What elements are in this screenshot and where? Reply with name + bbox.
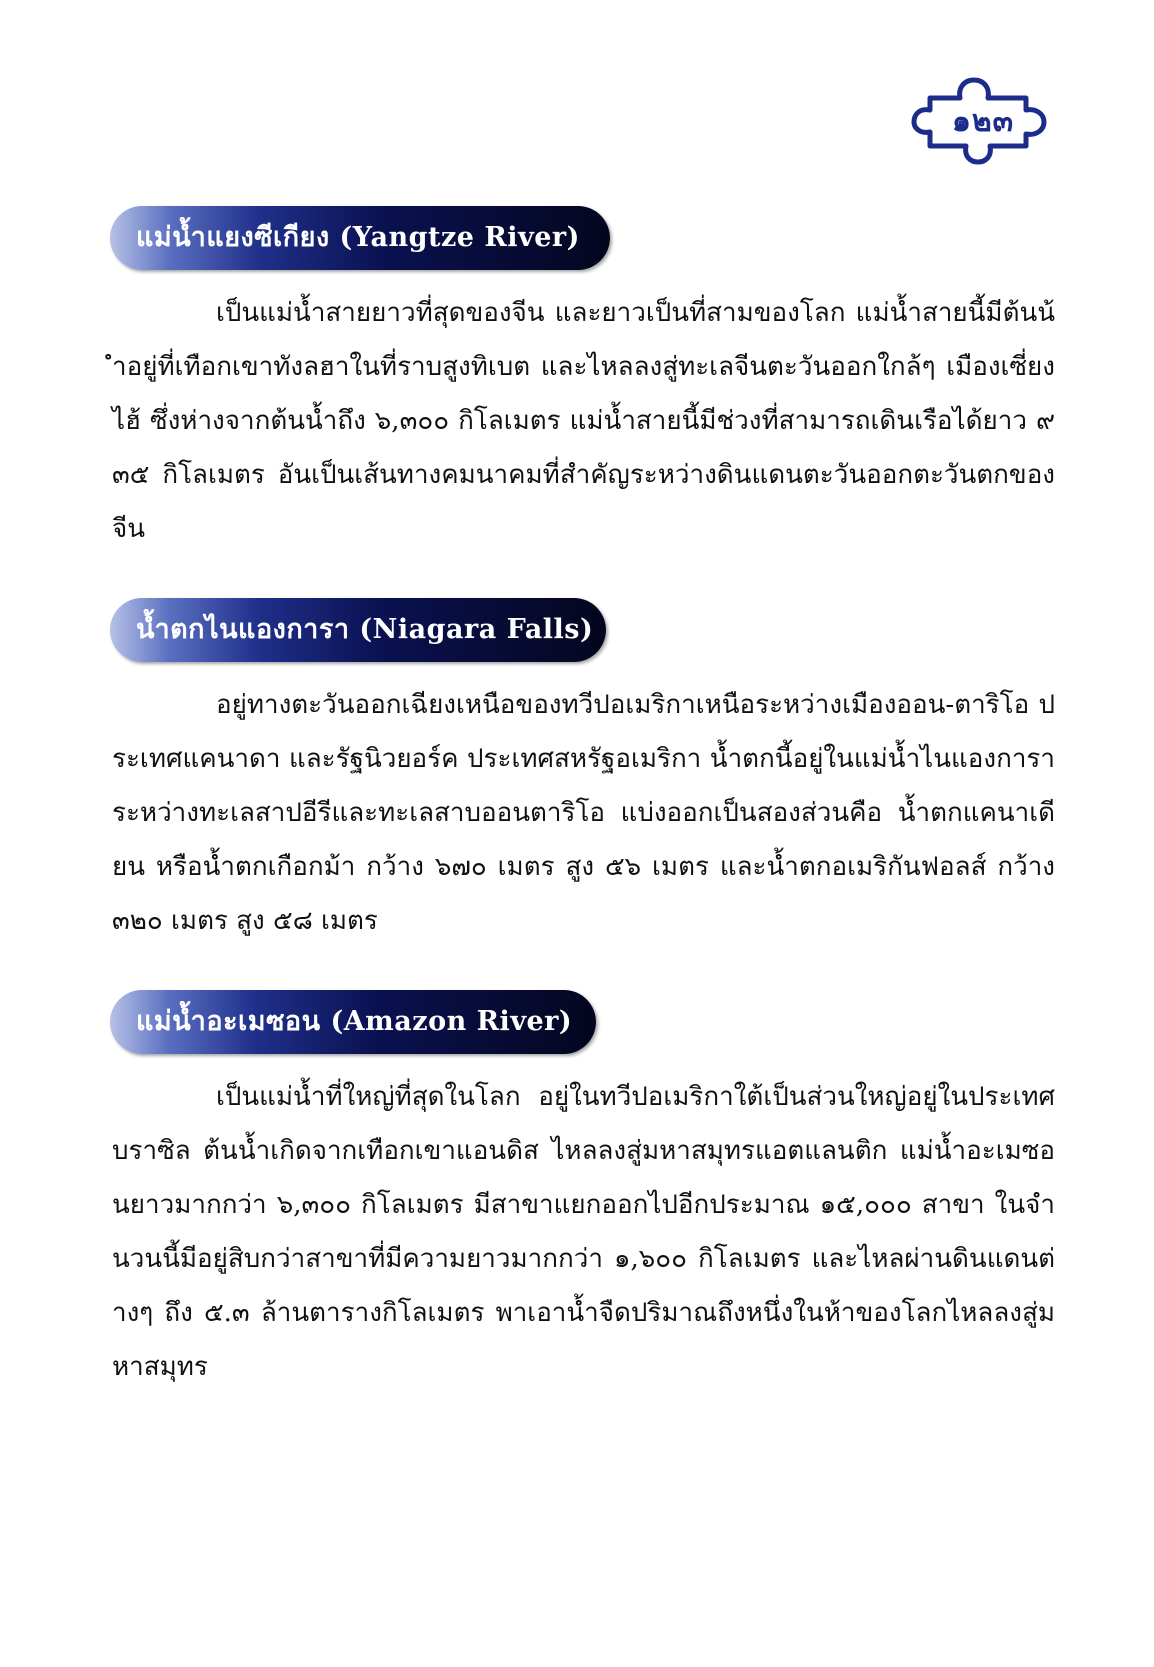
section-header-niagara — [110, 598, 606, 662]
page-number-badge — [908, 76, 1058, 166]
page-number: ๑๒๓ — [951, 103, 1015, 139]
section-title: แม่น้ำอะเมซอน (Amazon River) — [136, 1006, 573, 1037]
section-header-amazon — [110, 990, 596, 1054]
section-header-yangtze — [110, 206, 610, 270]
paragraph: เป็นแม่น้ำสายยาวที่สุดของจีน และยาวเป็นที่สามของโลก แม่น้ำสายนี้มีต้นน้ำอยู่ที่เทือกเขาทังลฮาในที่ราบสูงทิเบต และไหลลงสู่ทะเลจีนตะวันออกใกล้ๆ เมืองเซี่ยงไฮ้ ซึ่งห่างจากต้นน้ำถึง ๖,๓๐๐ กิโลเมตร แม่น้ำสายนี้มีช่วงที่สามารถเดินเรือได้ยาว ๙๓๕ กิโลเมตร อันเป็นเส้นทางคมนาคมที่สำคัญระหว่างดินแดนตะวันออกตะวันตกของจีน — [112, 298, 1055, 544]
section-title: น้ำตกไนแองการา (Niagara Falls) — [136, 614, 594, 645]
paragraph: อยู่ทางตะวันออกเฉียงเหนือของทวีปอเมริกาเหนือระหว่างเมืองออน-ตาริโอ ประเทศแคนาดา และรัฐนิวยอร์ค ประเทศสหรัฐอเมริกา น้ำตกนี้อยู่ในแม่น้ำไนแองการาระหว่างทะเลสาปอีรีและทะเลสาบออนตาริโอ แบ่งออกเป็นสองส่วนคือ น้ำตกแคนาเดียน หรือน้ำตกเกือกม้า กว้าง ๖๗๐ เมตร สูง ๕๖ เมตร และน้ำตกอเมริกันฟอลส์ กว้าง ๓๒๐ เมตร สูง ๕๘ เมตร — [112, 690, 1055, 936]
section-body-niagara — [112, 678, 1055, 948]
section-body-yangtze — [112, 286, 1055, 556]
paragraph: เป็นแม่น้ำที่ใหญ่ที่สุดในโลก อยู่ในทวีปอเมริกาใต้เป็นส่วนใหญ่อยู่ในประเทศบราซิล ต้นน้ำเกิดจากเทือกเขาแอนดิส ไหลลงสู่มหาสมุทรแอตแลนติก แม่น้ำอะเมซอนยาวมากกว่า ๖,๓๐๐ กิโลเมตร มีสาขาแยกออกไปอีกประมาณ ๑๕,๐๐๐ สาขา ในจำนวนนี้มีอยู่สิบกว่าสาขาที่มีความยาวมากกว่า ๑,๖๐๐ กิโลเมตร และไหลผ่านดินแดนต่างๆ ถึง ๕.๓ ล้านตารางกิโลเมตร พาเอาน้ำจืดปริมาณถึงหนึ่งในห้าของโลกไหลลงสู่มหาสมุทร — [112, 1082, 1055, 1382]
section-title: แม่น้ำแยงซีเกียง (Yangtze River) — [136, 222, 580, 253]
section-body-amazon — [112, 1070, 1055, 1394]
